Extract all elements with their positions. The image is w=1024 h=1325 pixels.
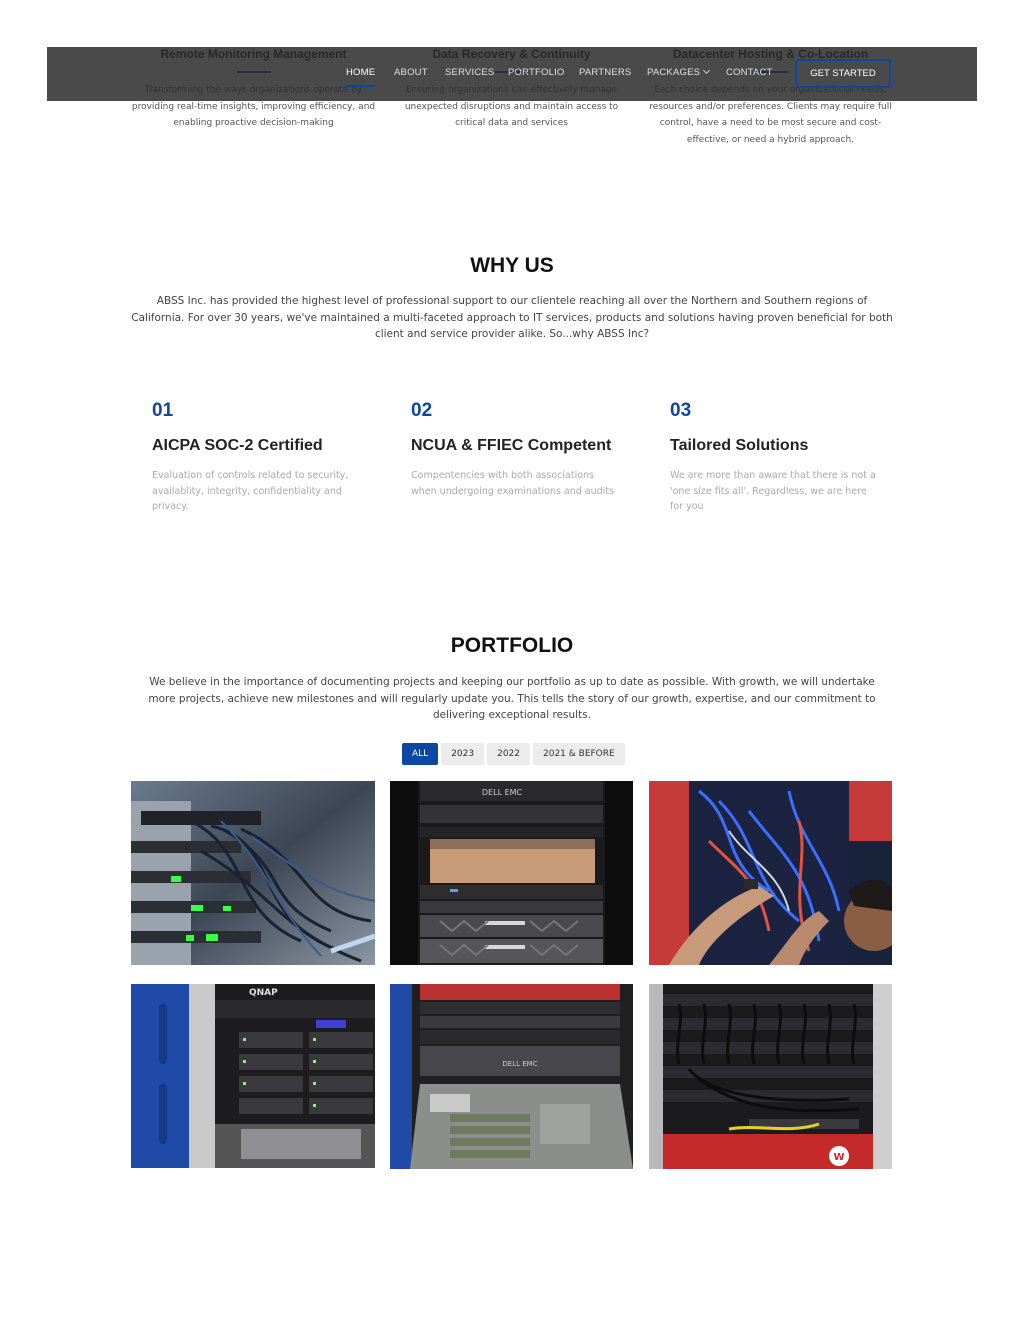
nav-packages[interactable] [647,67,709,81]
feature-title: AICPA SOC-2 Certified [152,437,323,454]
nav-services[interactable]: SERVICES [445,67,495,78]
chevron-down-icon [703,67,710,74]
feature-title: NCUA & FFIEC Competent [411,437,612,454]
tile-brand-label: DELL EMC [481,788,523,797]
qnap-storage-rack-photo[interactable] [131,984,375,1168]
get-started-button[interactable]: GET STARTED [795,59,891,88]
network-cabling-photo[interactable] [131,781,375,965]
feature-text: We are more than aware that there is not a 'one size fits all'. Regardless, we are here for you [670,470,876,512]
nav-packages-label: PACKAGES [647,67,701,78]
feature-text: Evaluation of controls related to security, availablity, integrity, confidentiality and privacy. [152,470,349,512]
nav-contact[interactable]: CONTACT [726,67,773,78]
nav-portfolio[interactable]: PORTFOLIO [508,67,565,78]
nav-about[interactable]: ABOUT [394,67,428,78]
filter-all[interactable]: ALL [402,743,438,765]
nav-partners[interactable]: PARTNERS [579,67,632,78]
dell-emc-server-rack-photo[interactable] [390,781,633,965]
portfolio-filters [402,743,625,765]
open-server-rack-photo[interactable] [390,984,633,1169]
feature-number: 02 [411,400,433,421]
feature-tailored [670,400,880,515]
feature-soc2 [152,400,362,515]
portfolio-description: We believe in the importance of documenting projects and keeping our portfolio as up to date as possible. With growth, we will undertake more projects, achieve new milestones and will regularly update you. This tells the story of our growth, expertise, and our commitment to delivering exceptional results. [148,676,876,721]
feature-ncua-ffiec [411,400,621,499]
tile-brand-label: W [833,1152,845,1163]
main-navbar [47,47,977,101]
service-text: resources and/or preferences. Clients may require full control, have a need to be most secure and cost-effective, or need a hybrid approach. [649,101,892,145]
technician-patching-photo[interactable] [649,781,892,965]
portfolio-title: PORTFOLIO [450,634,574,657]
filter-2022[interactable]: 2022 [487,743,530,765]
filter-2023[interactable]: 2023 [441,743,484,765]
feature-number: 01 [152,400,174,421]
feature-title: Tailored Solutions [670,437,809,454]
feature-text: Compentencies with both associations when undergoing examinations and audits [411,470,614,497]
service-text: unexpected disruptions and maintain access to critical data and services [404,101,619,128]
filter-2021-before[interactable]: 2021 & BEFORE [533,743,625,765]
why-us-description: ABSS Inc. has provided the highest level of professional support to our clientele reaching all over the Northern and Southern regions of California. For over 30 years, we've maintained a multi-faceted approach to IT services, products and solutions having proven beneficial for both client and service provider alike. So...why ABSS Inc? [131,295,893,340]
nav-home[interactable]: HOME [346,67,375,81]
tile-brand-label: DELL EMC [502,1060,538,1068]
tile-brand-label: QNAP [249,988,278,998]
why-us-title: WHY US [470,254,554,277]
service-text: providing real-time insights, improving efficiency, and enabling proactive decision-making [131,101,376,128]
patch-panel-rack-photo[interactable] [649,984,892,1169]
feature-number: 03 [670,400,692,421]
